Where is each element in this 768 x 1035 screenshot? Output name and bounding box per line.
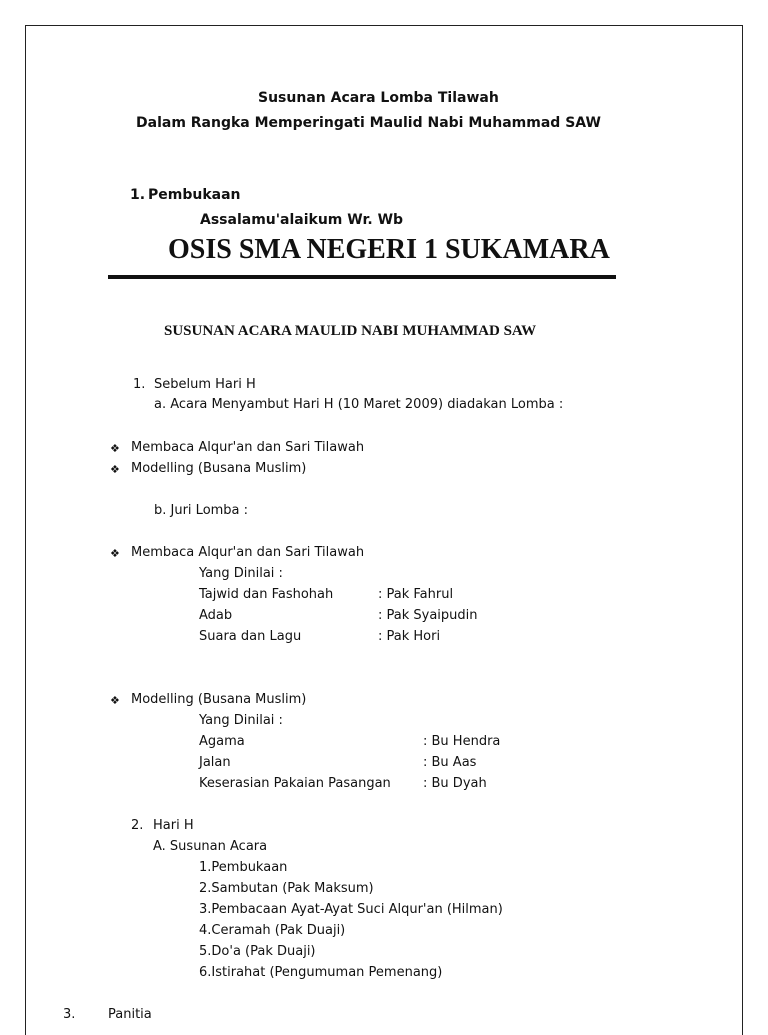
- aspect: Agama: [199, 734, 245, 749]
- bullet-icon: ❖: [110, 694, 120, 707]
- acara-item: 3.Pembacaan Ayat-Ayat Suci Alqur'an (Hilman): [199, 902, 503, 917]
- acara-item: 4.Ceramah (Pak Duaji): [199, 923, 346, 938]
- aspect: Tajwid dan Fashohah: [199, 587, 334, 602]
- judge: : Bu Aas: [423, 755, 477, 770]
- letterhead-rule: [108, 275, 616, 279]
- item-1-num: 1.: [130, 187, 146, 203]
- section-3-label: Panitia: [108, 1007, 152, 1022]
- juri-title: Membaca Alqur'an dan Sari Tilawah: [131, 545, 365, 560]
- bullet-icon: ❖: [110, 442, 120, 455]
- document-page: [25, 25, 743, 1035]
- item-1-label: Pembukaan: [148, 187, 241, 203]
- subtitle: SUSUNAN ACARA MAULID NABI MUHAMMAD SAW: [164, 323, 537, 339]
- lomba-item: Membaca Alqur'an dan Sari Tilawah: [131, 440, 365, 455]
- aspect: Suara dan Lagu: [199, 629, 302, 644]
- section-2-a: A. Susunan Acara: [153, 839, 268, 854]
- section-1-label: Sebelum Hari H: [154, 377, 256, 392]
- section-1-b: b. Juri Lomba :: [154, 503, 249, 518]
- acara-item: 5.Do'a (Pak Duaji): [199, 944, 316, 959]
- judge: : Bu Hendra: [423, 734, 501, 749]
- section-1-a: a. Acara Menyambut Hari H (10 Maret 2009) diadakan Lomba :: [154, 397, 564, 412]
- judge: : Pak Syaipudin: [378, 608, 478, 623]
- lomba-item: Modelling (Busana Muslim): [131, 461, 307, 476]
- greeting: Assalamu'alaikum Wr. Wb: [200, 212, 404, 228]
- aspect: Adab: [199, 608, 233, 623]
- section-2-num: 2.: [131, 818, 144, 833]
- aspect: Keserasian Pakaian Pasangan: [199, 776, 391, 791]
- bullet-icon: ❖: [110, 547, 120, 560]
- juri-title: Modelling (Busana Muslim): [131, 692, 307, 707]
- judge: : Pak Fahrul: [378, 587, 454, 602]
- section-2-label: Hari H: [153, 818, 194, 833]
- judge: : Bu Dyah: [423, 776, 487, 791]
- acara-item: 6.Istirahat (Pengumuman Pemenang): [199, 965, 443, 980]
- acara-item: 2.Sambutan (Pak Maksum): [199, 881, 374, 896]
- yang-dinilai: Yang Dinilai :: [199, 566, 283, 581]
- title-line-1: Susunan Acara Lomba Tilawah: [258, 90, 499, 106]
- title-line-2: Dalam Rangka Memperingati Maulid Nabi Muhammad SAW: [136, 115, 601, 131]
- acara-item: 1.Pembukaan: [199, 860, 288, 875]
- yang-dinilai: Yang Dinilai :: [199, 713, 283, 728]
- bullet-icon: ❖: [110, 463, 120, 476]
- judge: : Pak Hori: [378, 629, 441, 644]
- section-1-num: 1.: [133, 377, 146, 392]
- org-name: OSIS SMA NEGERI 1 SUKAMARA: [168, 234, 610, 265]
- aspect: Jalan: [199, 755, 231, 770]
- section-3-num: 3.: [63, 1007, 76, 1022]
